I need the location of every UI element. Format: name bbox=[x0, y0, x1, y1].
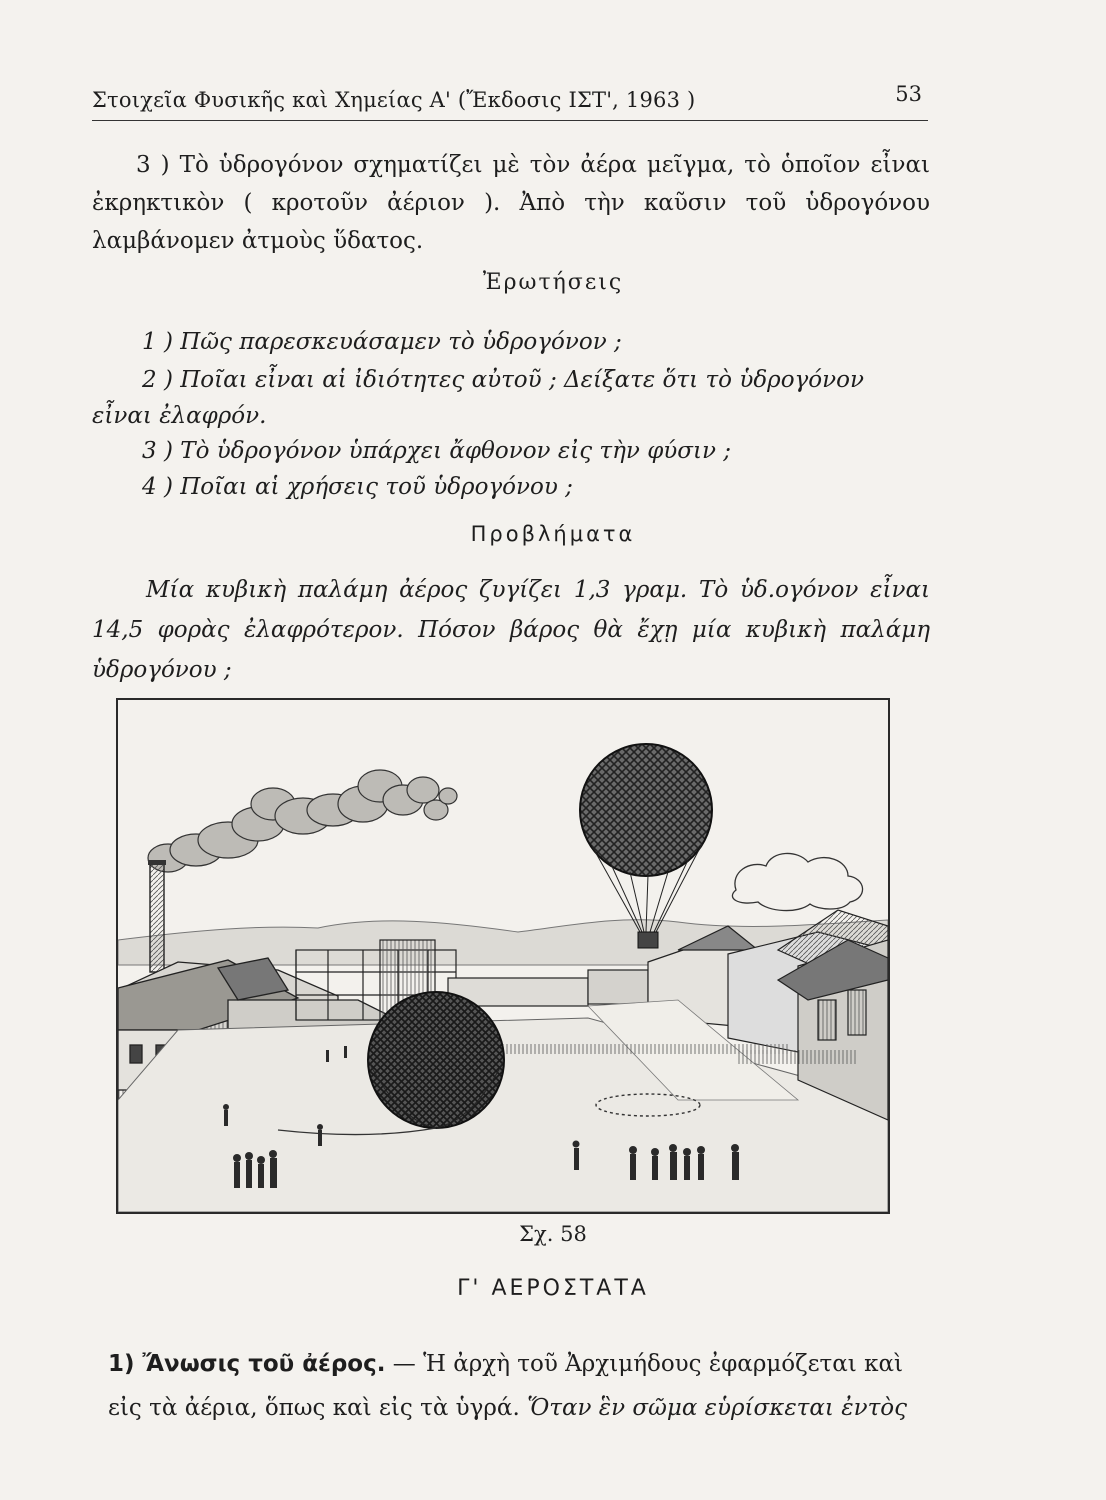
balloon-illustration bbox=[116, 698, 890, 1214]
question-3: 3 ) Τὸ ὑδρογόνον ὑπάρχει ἄφθονον εἰς τὴν φύσιν ; bbox=[142, 438, 732, 464]
paragraph-heading: 1) Ἄνωσις τοῦ ἀέρος. bbox=[108, 1351, 386, 1377]
question-2: 2 ) Ποῖαι εἶναι αἱ ἰδιότητες αὐτοῦ ; Δείξατε ὅτι τὸ ὑδρογόνον bbox=[142, 367, 864, 393]
question-2-continued: εἶναι ἐλαφρόν. bbox=[92, 403, 267, 429]
section-title: Γ' ΑΕΡΟΣΤΑΤΑ bbox=[457, 1276, 649, 1301]
paragraph-text: — Ἡ ἀρχὴ τοῦ Ἀρχιμήδους ἐφαρμόζεται καὶ εἰς τὰ ἀέρια, ὅπως καὶ εἰς τὰ ὑγρά. bbox=[108, 1351, 904, 1421]
paragraph-hydrogen-mixture: 3 ) Τὸ ὑδρογόνον σχηματίζει μὲ τὸν ἀέρα μεῖγμα, τὸ ὁποῖον εἶναι ἐκρηκτικὸν ( κροτοῦν ἀέριον ). Ἀπὸ τὴν καῦσιν τοῦ ὑδρογόνου λαμβάνομεν ἀτμοὺς ὕδατος. bbox=[92, 152, 930, 254]
questions-heading: Ἐρωτήσεις bbox=[482, 270, 624, 295]
paragraph-buoyancy bbox=[108, 1342, 932, 1430]
question-1: 1 ) Πῶς παρεσκευάσαμεν τὸ ὑδρογόνον ; bbox=[142, 329, 622, 355]
balloon-engraving bbox=[118, 700, 888, 1212]
factory-chimney bbox=[148, 860, 166, 972]
page-number: 53 bbox=[895, 82, 922, 106]
problem-text: Μία κυβικὴ παλάμη ἀέρος ζυγίζει 1,3 γραμ. Τὸ ὑδ.ογόνον εἶναι 14,5 φορὰς ἐλαφρότερον. Πόσον βάρος θὰ ἔχῃ μία κυβικὴ παλάμη ὑδρογόνου ; bbox=[92, 577, 930, 683]
figure-caption: Σχ. 58 bbox=[519, 1222, 587, 1246]
header-title: Στοιχεῖα Φυσικῆς καὶ Χημείας Α' (Ἔκδοσις ΙΣΤ', 1963 ) bbox=[92, 88, 696, 112]
paragraph-italic-text: Ὅταν ἓν σῶμα εὑρίσκεται ἐντὸς bbox=[527, 1395, 908, 1421]
problems-heading: Προβλήματα bbox=[470, 522, 636, 546]
question-4: 4 ) Ποῖαι αἱ χρήσεις τοῦ ὑδρογόνου ; bbox=[142, 474, 573, 500]
running-header bbox=[92, 80, 928, 121]
